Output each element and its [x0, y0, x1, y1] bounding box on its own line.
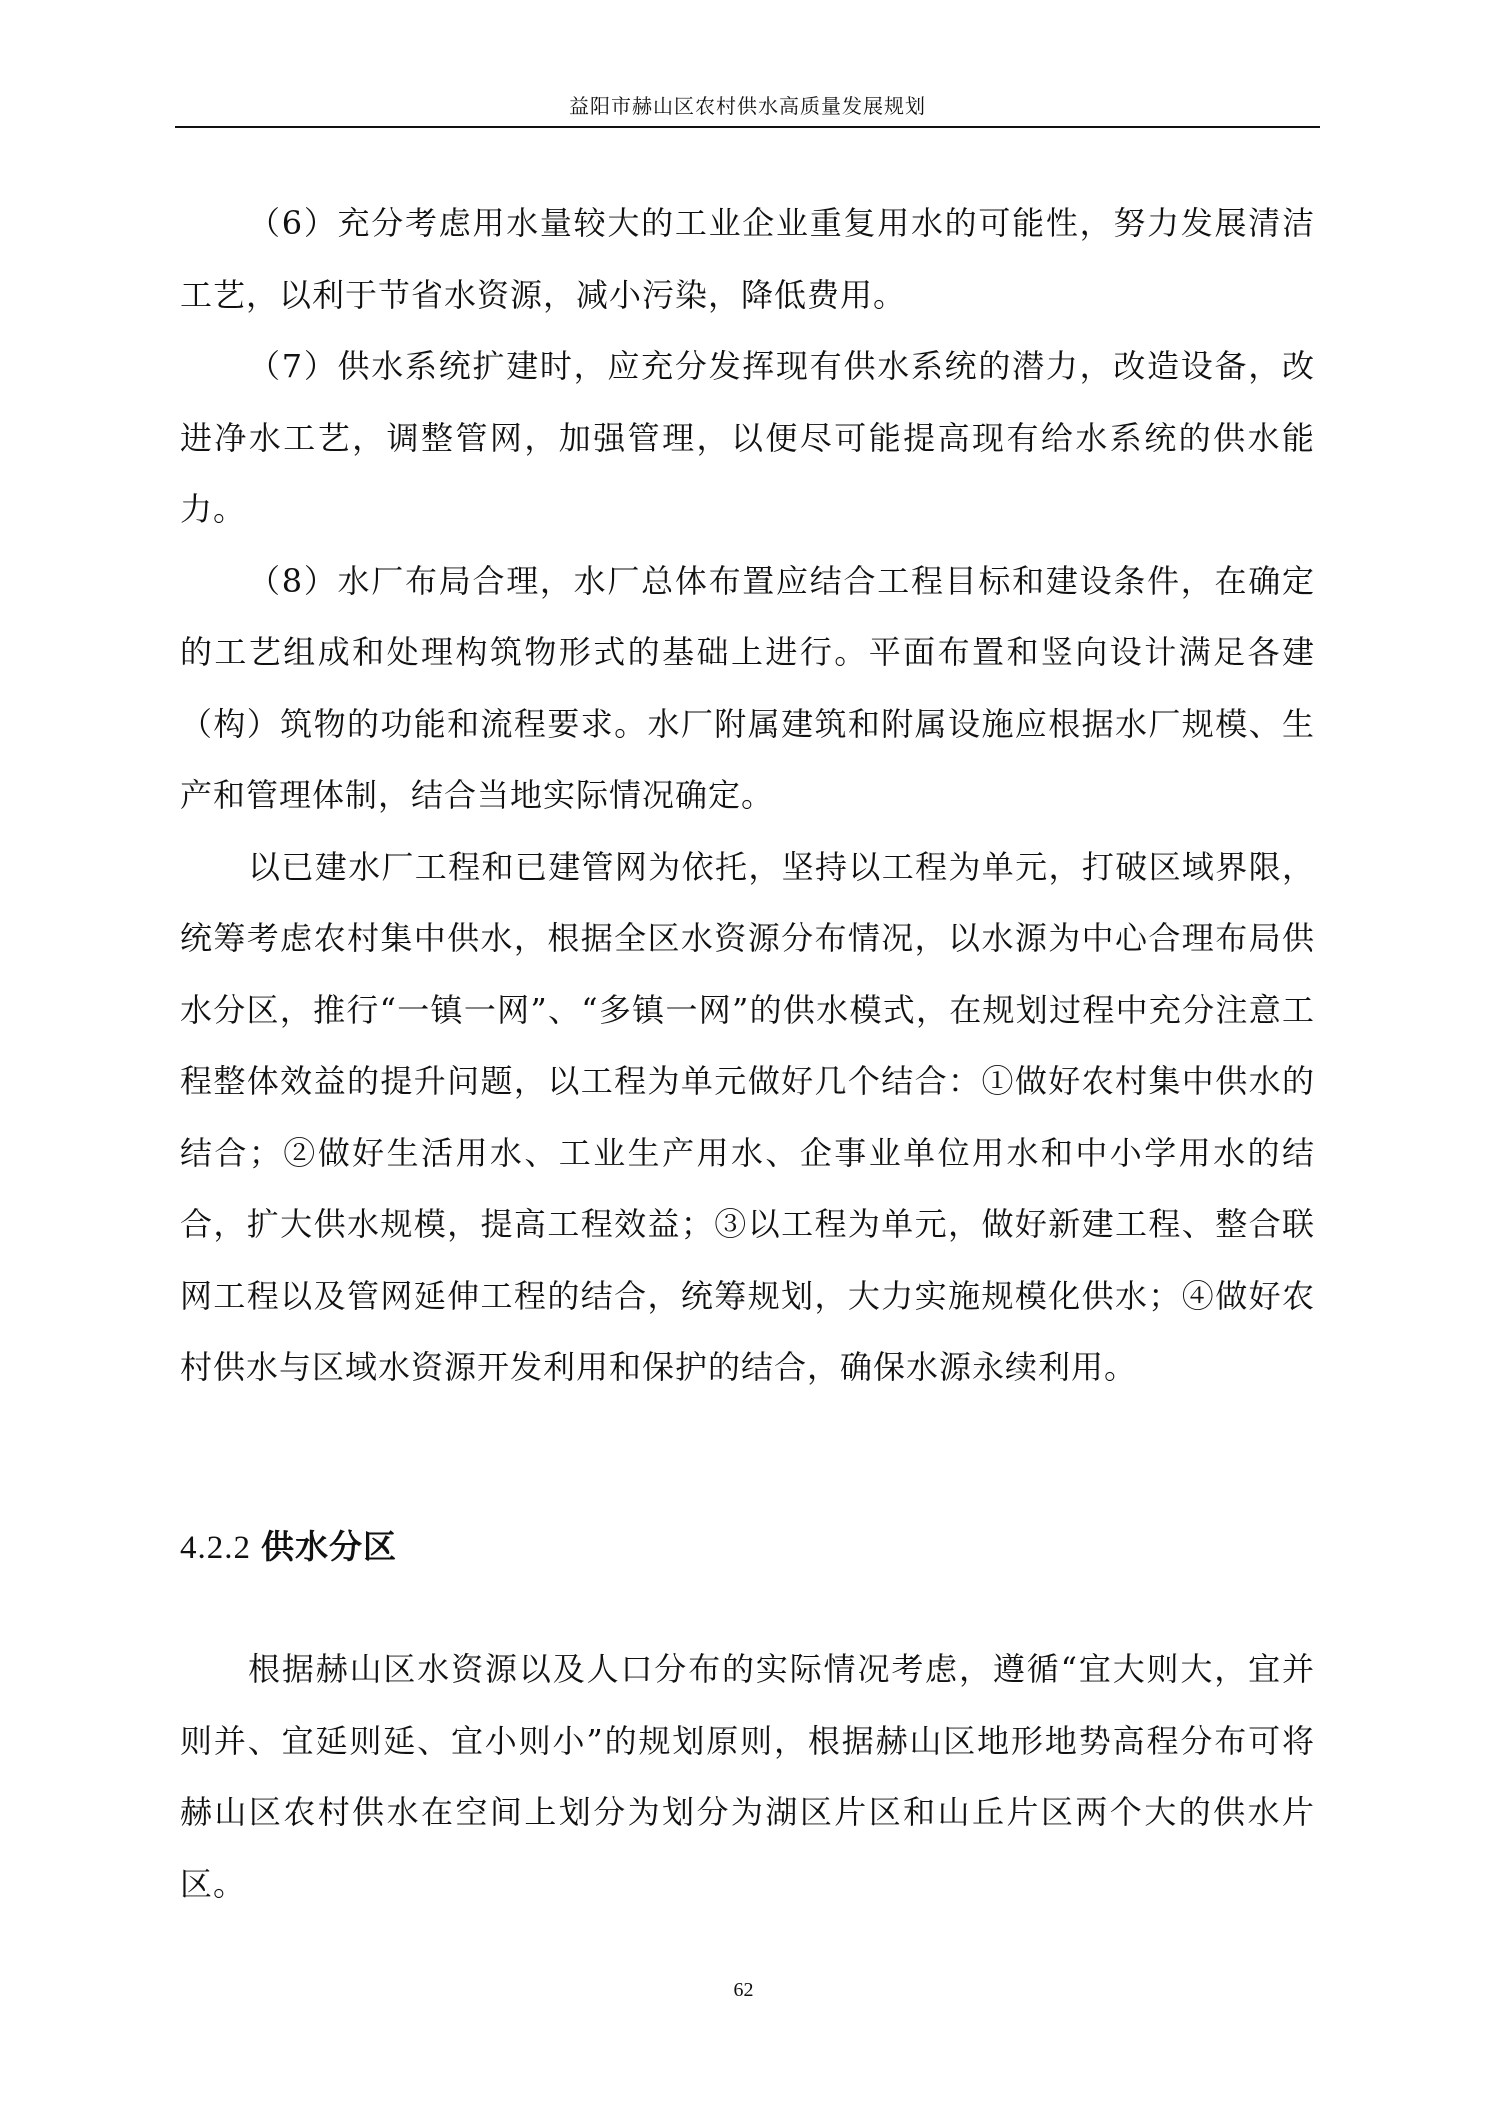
section-heading	[180, 1522, 397, 1573]
paragraph-item-6: （6）充分考虑用水量较大的工业企业重复用水的可能性，努力发展清洁工艺，以利于节省水资源，减小污染，降低费用。	[180, 204, 1315, 314]
page-number: 62	[733, 1979, 754, 2001]
main-body-text	[180, 188, 1315, 1404]
paragraph-supply-zones: 根据赫山区水资源以及人口分布的实际情况考虑，遵循“宜大则大，宜并则并、宜延则延、宜小则小”的规划原则，根据赫山区地形地势高程分布可将赫山区农村供水在空间上划分为划分为湖区片区和山丘片区两个大的供水片区。	[180, 1650, 1315, 1903]
paragraph-item-7: （7）供水系统扩建时，应充分发挥现有供水系统的潜力，改造设备，改进净水工艺，调整管网，加强管理，以便尽可能提高现有给水系统的供水能力。	[180, 347, 1315, 528]
running-header-title: 益阳市赫山区农村供水高质量发展规划	[569, 94, 926, 118]
section-body-text	[180, 1634, 1315, 1920]
section-number: 4.2.2	[180, 1530, 251, 1566]
header-divider	[175, 126, 1320, 128]
paragraph-item-8: （8）水厂布局合理，水厂总体布置应结合工程目标和建设条件，在确定的工艺组成和处理构筑物形式的基础上进行。平面布置和竖向设计满足各建（构）筑物的功能和流程要求。水厂附属建筑和附属设施应根据水厂规模、生产和管理体制，结合当地实际情况确定。	[180, 561, 1315, 814]
section-title: 供水分区	[261, 1527, 397, 1566]
paragraph-layout-principles: 以已建水厂工程和已建管网为依托，坚持以工程为单元，打破区域界限，统筹考虑农村集中供水，根据全区水资源分布情况，以水源为中心合理布局供水分区，推行“一镇一网”、“多镇一网”的供水模式，在规划过程中充分注意工程整体效益的提升问题，以工程为单元做好几个结合：①做好农村集中供水的结合；②做好生活用水、工业生产用水、企事业单位用水和中小学用水的结合，扩大供水规模，提高工程效益；③以工程为单元，做好新建工程、整合联网工程以及管网延伸工程的结合，统筹规划，大力实施规模化供水；④做好农村供水与区域水资源开发利用和保护的结合，确保水源永续利用。	[180, 847, 1315, 1386]
